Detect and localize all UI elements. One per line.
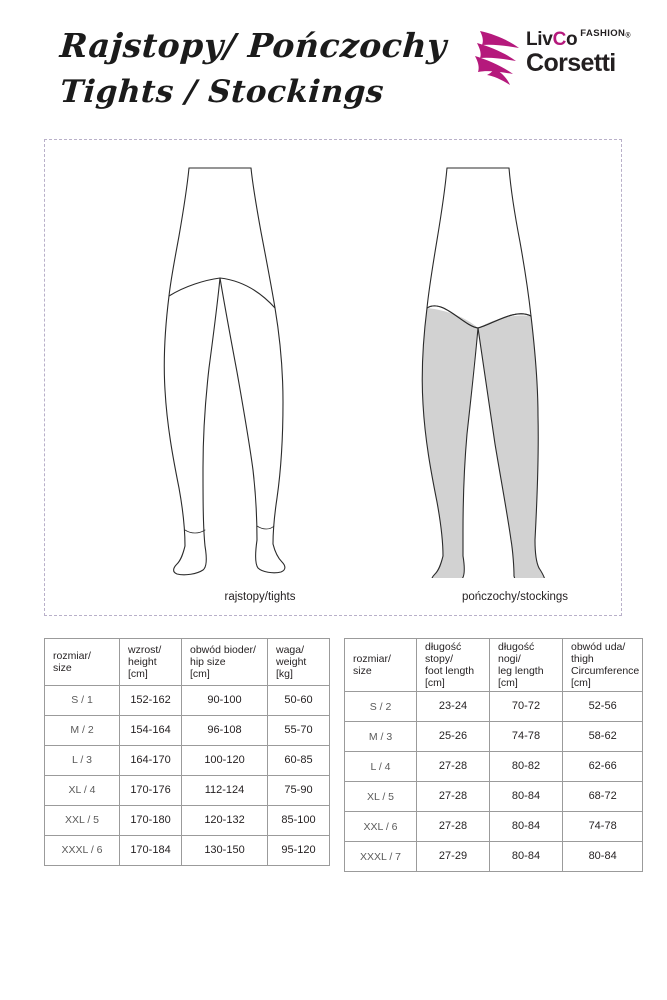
table-row [345, 842, 643, 872]
page-title [60, 22, 460, 115]
col-header-weight: waga/ weight [kg] [268, 639, 330, 686]
cell-leg-length: 80-82 [490, 752, 563, 782]
stockings-figure [375, 158, 585, 583]
cell-size: S / 1 [45, 686, 120, 716]
logo-o: o [565, 29, 578, 50]
cell-leg-length: 74-78 [490, 722, 563, 752]
cell-size: XXXL / 7 [345, 842, 417, 872]
cell-size: XXXL / 6 [45, 836, 120, 866]
logo-registered-mark: ® [625, 32, 631, 40]
logo-liv: Liv [526, 29, 553, 50]
cell-size: L / 3 [45, 746, 120, 776]
cell-thigh: 62-66 [563, 752, 643, 782]
title-line-english: Tights / Stockings [58, 73, 386, 110]
cell-leg-length: 80-84 [490, 782, 563, 812]
cell-height: 170-184 [120, 836, 182, 866]
table-row [45, 806, 330, 836]
cell-weight: 55-70 [268, 716, 330, 746]
caption-tights: rajstopy/tights [224, 591, 296, 603]
page-header [44, 22, 631, 126]
title-line-polish: Rajstopy/ Pończochy [58, 26, 449, 65]
logo-wordmark [526, 28, 631, 77]
table-row [345, 692, 643, 722]
table-header-row [45, 639, 330, 686]
cell-height: 152-162 [120, 686, 182, 716]
cell-height: 164-170 [120, 746, 182, 776]
cell-size: XXL / 5 [45, 806, 120, 836]
col-header-thigh-circumference: obwód uda/ thigh Circumference [cm] [563, 639, 643, 692]
tights-size-table [44, 638, 330, 866]
cell-foot-length: 27-28 [417, 782, 490, 812]
cell-hip: 120-132 [182, 806, 268, 836]
table-header-row [345, 639, 643, 692]
logo-livco [526, 28, 631, 50]
cell-weight: 95-120 [268, 836, 330, 866]
table-row [345, 812, 643, 842]
cell-weight: 60-85 [268, 746, 330, 776]
cell-height: 154-164 [120, 716, 182, 746]
logo-fashion: FASHION [580, 28, 626, 39]
cell-thigh: 74-78 [563, 812, 643, 842]
cell-hip: 96-108 [182, 716, 268, 746]
table-row [345, 752, 643, 782]
cell-foot-length: 27-28 [417, 752, 490, 782]
cell-size: L / 4 [345, 752, 417, 782]
cell-foot-length: 27-28 [417, 812, 490, 842]
table-row [45, 776, 330, 806]
cell-hip: 130-150 [182, 836, 268, 866]
cell-size: XL / 5 [345, 782, 417, 812]
table-row [45, 836, 330, 866]
cell-leg-length: 80-84 [490, 842, 563, 872]
cell-hip: 100-120 [182, 746, 268, 776]
logo-wing-icon [474, 28, 524, 86]
cell-size: XXL / 6 [345, 812, 417, 842]
cell-height: 170-176 [120, 776, 182, 806]
cell-foot-length: 23-24 [417, 692, 490, 722]
logo-c: C [552, 29, 566, 50]
cell-thigh: 68-72 [563, 782, 643, 812]
cell-thigh: 58-62 [563, 722, 643, 752]
cell-foot-length: 25-26 [417, 722, 490, 752]
cell-thigh: 52-56 [563, 692, 643, 722]
cell-leg-length: 70-72 [490, 692, 563, 722]
logo-corsetti: Corsetti [526, 49, 616, 77]
cell-leg-length: 80-84 [490, 812, 563, 842]
col-header-foot-length: długość stopy/ foot length [cm] [417, 639, 490, 692]
cell-size: M / 3 [345, 722, 417, 752]
stockings-size-table [344, 638, 643, 872]
illustration-panel [44, 139, 622, 616]
col-header-leg-length: długość nogi/ leg length [cm] [490, 639, 563, 692]
col-header-hip-size: obwód bioder/ hip size [cm] [182, 639, 268, 686]
table-row [345, 722, 643, 752]
cell-weight: 85-100 [268, 806, 330, 836]
col-header-size: rozmiar/ size [345, 639, 417, 692]
cell-size: M / 2 [45, 716, 120, 746]
table-row [45, 746, 330, 776]
col-header-height: wzrost/ height [cm] [120, 639, 182, 686]
cell-thigh: 80-84 [563, 842, 643, 872]
cell-size: S / 2 [345, 692, 417, 722]
tights-figure [125, 158, 325, 583]
brand-logo [474, 26, 631, 92]
table-row [45, 716, 330, 746]
cell-hip: 90-100 [182, 686, 268, 716]
cell-hip: 112-124 [182, 776, 268, 806]
cell-height: 170-180 [120, 806, 182, 836]
table-row [45, 686, 330, 716]
caption-stockings: pończochy/stockings [461, 591, 569, 603]
cell-size: XL / 4 [45, 776, 120, 806]
cell-weight: 50-60 [268, 686, 330, 716]
table-row [345, 782, 643, 812]
col-header-size: rozmiar/ size [45, 639, 120, 686]
cell-weight: 75-90 [268, 776, 330, 806]
cell-foot-length: 27-29 [417, 842, 490, 872]
